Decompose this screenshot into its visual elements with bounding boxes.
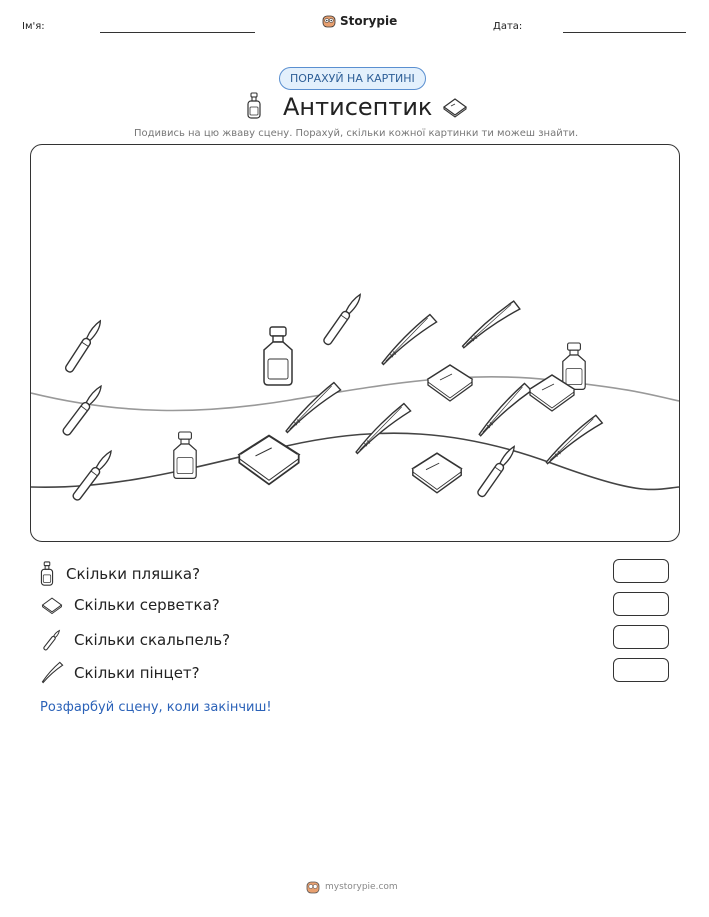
date-label: Дата: (493, 21, 523, 32)
owl-mascot-icon (306, 880, 320, 894)
date-field[interactable] (563, 32, 686, 33)
napkin-icon (40, 594, 64, 616)
tweezers-icon (40, 660, 64, 686)
tweezers-item (476, 383, 532, 439)
footer (306, 880, 398, 894)
answer-box-napkin[interactable] (613, 592, 669, 616)
scalpel-icon (40, 627, 64, 653)
question-row-bottle (38, 561, 200, 587)
name-label: Ім'я: (22, 21, 45, 32)
instructions: Подивись на цю жваву сцену. Порахуй, скільки кожної картинки ти можеш знайти. (134, 128, 579, 139)
question-text: Скільки пляшка? (66, 565, 201, 583)
scalpel-item (64, 319, 103, 374)
tweezers-item (543, 415, 602, 467)
footer-url[interactable]: mystorypie.com (325, 882, 398, 892)
bottle-icon (245, 92, 263, 120)
scalpel-item (62, 384, 104, 437)
scalpel-item (323, 292, 364, 346)
bottle-item (174, 432, 196, 478)
napkin-item (428, 365, 472, 401)
scalpel-item (72, 449, 114, 502)
question-row-tweezers (40, 660, 200, 686)
scalpel-item (477, 444, 518, 498)
answer-box-bottle[interactable] (613, 559, 669, 583)
answer-box-tweezers[interactable] (613, 658, 669, 682)
tweezers-item (353, 403, 411, 456)
brand-name: Storypie (340, 14, 398, 28)
owl-mascot-icon (322, 14, 336, 28)
napkin-item (413, 453, 461, 493)
napkin-item (239, 436, 298, 485)
bottle-icon (38, 561, 56, 587)
answer-box-scalpel[interactable] (613, 625, 669, 649)
name-field[interactable] (100, 32, 255, 33)
question-text: Скільки скальпель? (74, 631, 231, 649)
question-text: Скільки серветка? (74, 596, 220, 614)
counting-scene (30, 144, 680, 542)
page-title: Антисептик (283, 93, 433, 121)
tweezers-item (379, 314, 437, 367)
bottle-item (264, 327, 292, 385)
scene-illustration (31, 145, 679, 541)
tweezers-item (283, 382, 341, 435)
bottle-item (563, 343, 585, 389)
coloring-note: Розфарбуй сцену, коли закінчиш! (40, 700, 272, 715)
question-row-scalpel (40, 627, 230, 653)
count-badge: ПОРАХУЙ НА КАРТИНІ (279, 67, 426, 90)
brand-logo (322, 14, 397, 28)
napkin-icon (441, 96, 469, 118)
question-row-napkin (40, 594, 220, 616)
tweezers-item (460, 301, 520, 351)
question-text: Скільки пінцет? (74, 664, 200, 682)
